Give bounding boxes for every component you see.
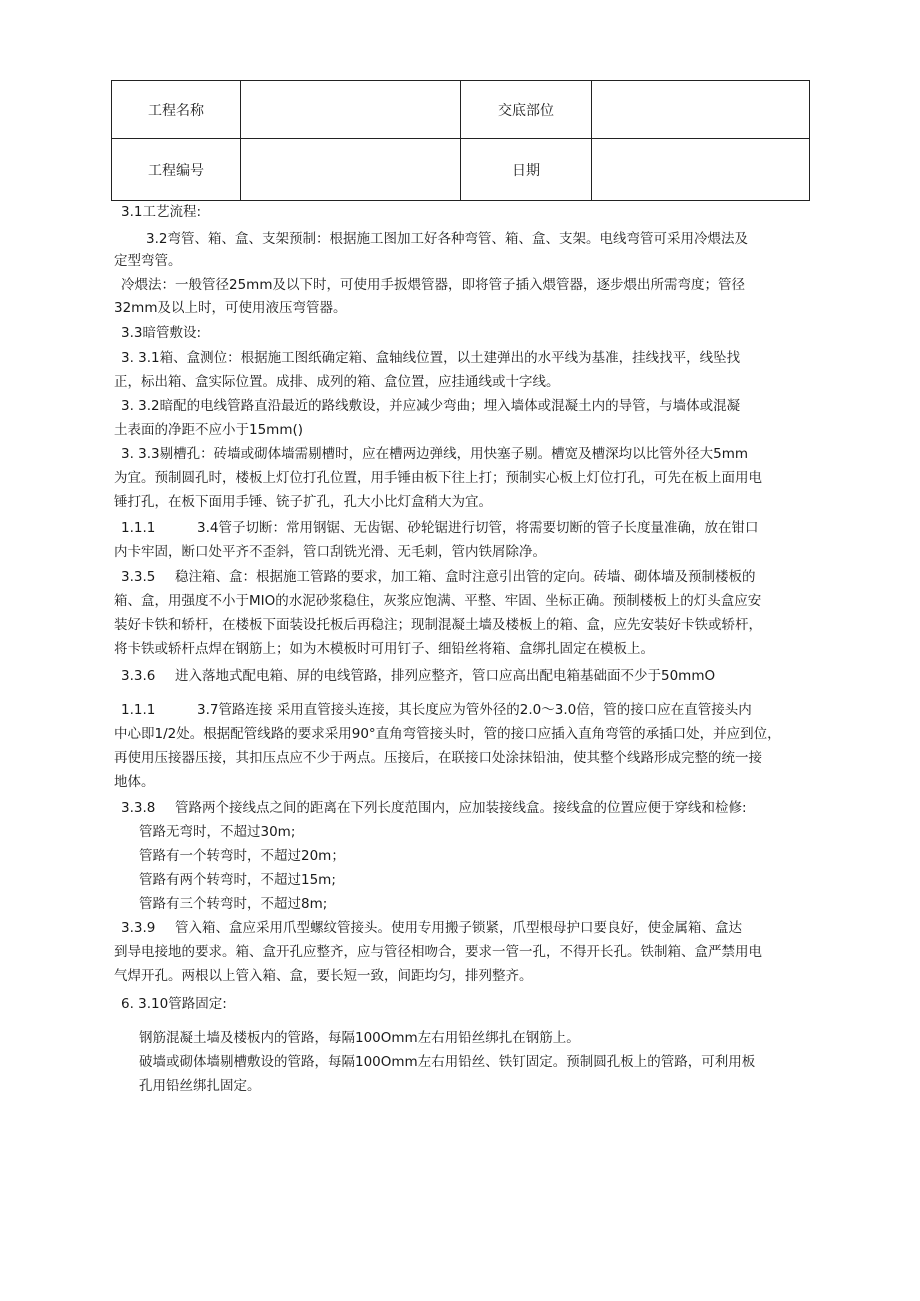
clause-number: 3.3.5	[121, 569, 156, 585]
project-name-label: 工程名称	[112, 81, 241, 139]
project-info-table	[111, 80, 810, 201]
section-heading: 3.3暗管敷设:	[121, 325, 202, 341]
paragraph-line: 3.7管路连接 采用直管接头连接，其长度应为管外径的2.0～3.0倍，管的接口应在直管接头内	[197, 702, 752, 718]
paragraph-line: 装好卡铁和轿杆，在楼板下面装设托板后再稳注；现制混凝土墙及楼板上的箱、盒，应先安装好卡铁或轿杆，	[114, 617, 762, 633]
paragraph-line: 孔用铅丝绑扎固定。	[139, 1078, 261, 1094]
date-value	[592, 139, 810, 201]
paragraph-line: 3.2弯管、箱、盒、支架预制：根据施工图加工好各种弯管、箱、盒、支架。电线弯管可采用冷煨法及	[146, 231, 748, 247]
paragraph-line: 3. 3.3剔槽孔：砖墙或砌体墙需剔槽时，应在槽两边弹线，用快塞子剔。槽宽及槽深均以比管外径大5mm	[121, 446, 749, 462]
clause-number: 1.1.1	[121, 702, 156, 718]
paragraph-line: 到导电接地的要求。箱、盒开孔应整齐，应与管径相吻合，要求一管一孔，不得开长孔。铁制箱、盒严禁用电	[114, 944, 762, 960]
clause-number: 1.1.1	[121, 520, 156, 536]
project-name-value	[241, 81, 461, 139]
paragraph-line: 再使用压接器压接，其扣压点应不少于两点。压接后，在联接口处涂抹铅油，使其整个线路形成完整的统一接	[114, 750, 762, 766]
paragraph-line: 锤打孔，在板下面用手锤、铳子扩孔，孔大小比灯盒稍大为宜。	[114, 494, 492, 510]
paragraph-line: 3. 3.2暗配的电线管路直沿最近的路线敷设，并应减少弯曲；埋入墙体或混凝土内的导管，与墙体或混凝	[121, 398, 741, 414]
section-heading: 3.1工艺流程:	[121, 204, 202, 220]
paragraph-line: 破墙或砌体墙剔槽敷设的管路，每隔100Omm左右用铅丝、铁钉固定。预制圆孔板上的管路，可利用板	[139, 1054, 756, 1070]
paragraph-line: 3.4管子切断：常用钢锯、无齿锯、砂轮锯进行切管，将需要切断的管子长度量准确，放在钳口	[197, 520, 759, 536]
paragraph-line: 3. 3.1箱、盒测位：根据施工图纸确定箱、盒轴线位置，以土建弹出的水平线为基准，挂线找平，线坠找	[121, 350, 741, 366]
paragraph-line: 管入箱、盒应采用爪型螺纹管接头。使用专用搬子锁紧，爪型根母护口要良好，使金属箱、盒达	[175, 920, 742, 936]
project-number-label: 工程编号	[112, 139, 241, 201]
paragraph-line: 钢筋混凝土墙及楼板内的管路，每隔100Omm左右用铅丝绑扎在钢筋上。	[139, 1030, 580, 1046]
list-item: 管路有三个转弯时，不超过8m;	[139, 896, 328, 912]
section-heading: 6. 3.10管路固定:	[121, 996, 227, 1012]
list-item: 管路无弯时，不超过30m;	[139, 824, 296, 840]
paragraph-line: 稳注箱、盒：根据施工管路的要求，加工箱、盒时注意引出管的定向。砖墙、砌体墙及预制楼板的	[175, 569, 756, 585]
paragraph-line: 32mm及以上时，可使用液压弯管器。	[114, 300, 347, 316]
clause-number: 3.3.8	[121, 800, 156, 816]
paragraph-line: 定型弯管。	[114, 253, 182, 269]
clause-number: 3.3.6	[121, 668, 156, 684]
paragraph-line: 管路两个接线点之间的距离在下列长度范围内，应加装接线盒。接线盒的位置应便于穿线和检修:	[175, 800, 747, 816]
date-label: 日期	[461, 139, 592, 201]
paragraph-line: 箱、盒，用强度不小于MIO的水泥砂浆稳住，灰浆应饱满、平整、牢固、坐标正确。预制楼板上的灯头盒应安	[114, 593, 762, 609]
paragraph-line: 地体。	[114, 774, 155, 790]
paragraph-line: 气焊开孔。两根以上管入箱、盒，要长短一致，间距均匀，排列整齐。	[114, 968, 533, 984]
paragraph-line: 进入落地式配电箱、屏的电线管路，排列应整齐，管口应高出配电箱基础面不少于50mmO	[175, 668, 716, 684]
paragraph-line: 中心即1/2处。根据配管线路的要求采用90°直角弯管接头时，管的接口应插入直角弯管的承插口处，并应到位，	[114, 726, 781, 742]
paragraph-line: 土表面的净距不应小于15mm()	[114, 422, 304, 438]
disclosure-part-label: 交底部位	[461, 81, 592, 139]
list-item: 管路有一个转弯时，不超过20m；	[139, 848, 345, 864]
list-item: 管路有两个转弯时，不超过15m;	[139, 872, 336, 888]
paragraph-line: 内卡牢固，断口处平齐不歪斜，管口刮铣光滑、无毛刺，管内铁屑除净。	[114, 544, 546, 560]
disclosure-part-value	[592, 81, 810, 139]
paragraph-line: 冷煨法：一般管径25mm及以下时，可使用手扳煨管器，即将管子插入煨管器，逐步煨出所需弯度；管径	[121, 277, 745, 293]
project-number-value	[241, 139, 461, 201]
paragraph-line: 正，标出箱、盒实际位置。成排、成列的箱、盒位置，应挂通线或十字线。	[114, 374, 560, 390]
paragraph-line: 将卡铁或轿杆点焊在钢筋上；如为木模板时可用钉子、细铅丝将箱、盒绑扎固定在模板上。	[114, 641, 654, 657]
clause-number: 3.3.9	[121, 920, 156, 936]
paragraph-line: 为宜。预制圆孔时，楼板上灯位打孔位置，用手锤由板下往上打；预制实心板上灯位打孔，可先在板上面用电	[114, 470, 762, 486]
